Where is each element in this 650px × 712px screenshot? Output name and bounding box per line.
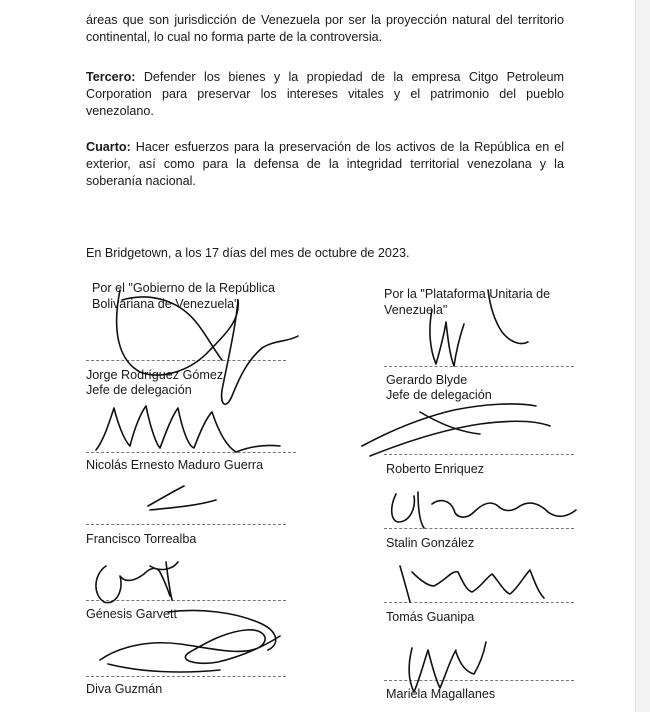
signatory-name: Génesis Garvett [86, 607, 177, 621]
signature-gonzalez [392, 492, 576, 528]
signature-line [86, 676, 286, 677]
paragraph-cuarto [86, 139, 564, 190]
signature-garvett [96, 562, 178, 603]
signatory-title: Jefe de delegación [86, 383, 192, 397]
signatory-name: Nicolás Ernesto Maduro Guerra [86, 458, 264, 472]
signatory-name: Francisco Torrealba [86, 532, 197, 546]
signatory-name: Roberto Enriquez [386, 462, 485, 476]
signature-line [384, 602, 574, 603]
party-government: Por el "Gobierno de la República Bolivariana de Venezuela" [92, 281, 275, 311]
signature-line [384, 528, 574, 529]
signature-torrealba [148, 486, 216, 510]
signature-line [384, 454, 574, 455]
paragraph-label: Tercero: [86, 70, 136, 84]
signatory-name: Tomás Guanipa [386, 610, 475, 624]
paragraph-continuation: áreas que son jurisdicción de Venezuela por ser la proyección natural del territorio continental, lo cual no forma parte de la controversia. [86, 13, 564, 44]
signatory-name: Gerardo Blyde [386, 373, 468, 387]
paragraph-text: Defender los bienes y la propiedad de la empresa Citgo Petroleum Corporation para preservar los intereses vitales y el patrimonio del pueblo venezolano. [86, 70, 564, 118]
signature-enriquez [362, 404, 550, 456]
signature-line [86, 360, 286, 361]
signature-guanipa [400, 566, 544, 602]
signature-line [384, 366, 574, 367]
paragraph-label: Cuarto: [86, 140, 131, 154]
page-edge [635, 0, 650, 712]
signature-line [86, 524, 286, 525]
paragraph-tercero [86, 69, 564, 120]
signature-line [86, 600, 286, 601]
signatory-name: Diva Guzmán [86, 682, 163, 696]
party-opposition: Por la "Plataforma Unitaria de Venezuela" [384, 287, 551, 317]
paragraph-text: Hacer esfuerzos para la preservación de los activos de la República en el exterior, así como para la defensa de la integridad territorial venezolana y la soberanía nacional. [86, 140, 564, 188]
signature-maduro [96, 406, 280, 452]
signature-guzman [100, 630, 280, 672]
signatory-name: Stalin González [386, 536, 475, 550]
signature-guzman [168, 611, 276, 651]
signatory-name: Jorge Rodríguez Gómez [86, 368, 224, 382]
signature-line [384, 680, 574, 681]
signatory-title: Jefe de delegación [386, 388, 492, 402]
closing-place-date: En Bridgetown, a los 17 días del mes de octubre de 2023. [86, 246, 410, 260]
signature-line [86, 452, 296, 453]
signatory-name: Mariela Magallanes [386, 687, 496, 701]
signature-magallanes [409, 642, 486, 692]
